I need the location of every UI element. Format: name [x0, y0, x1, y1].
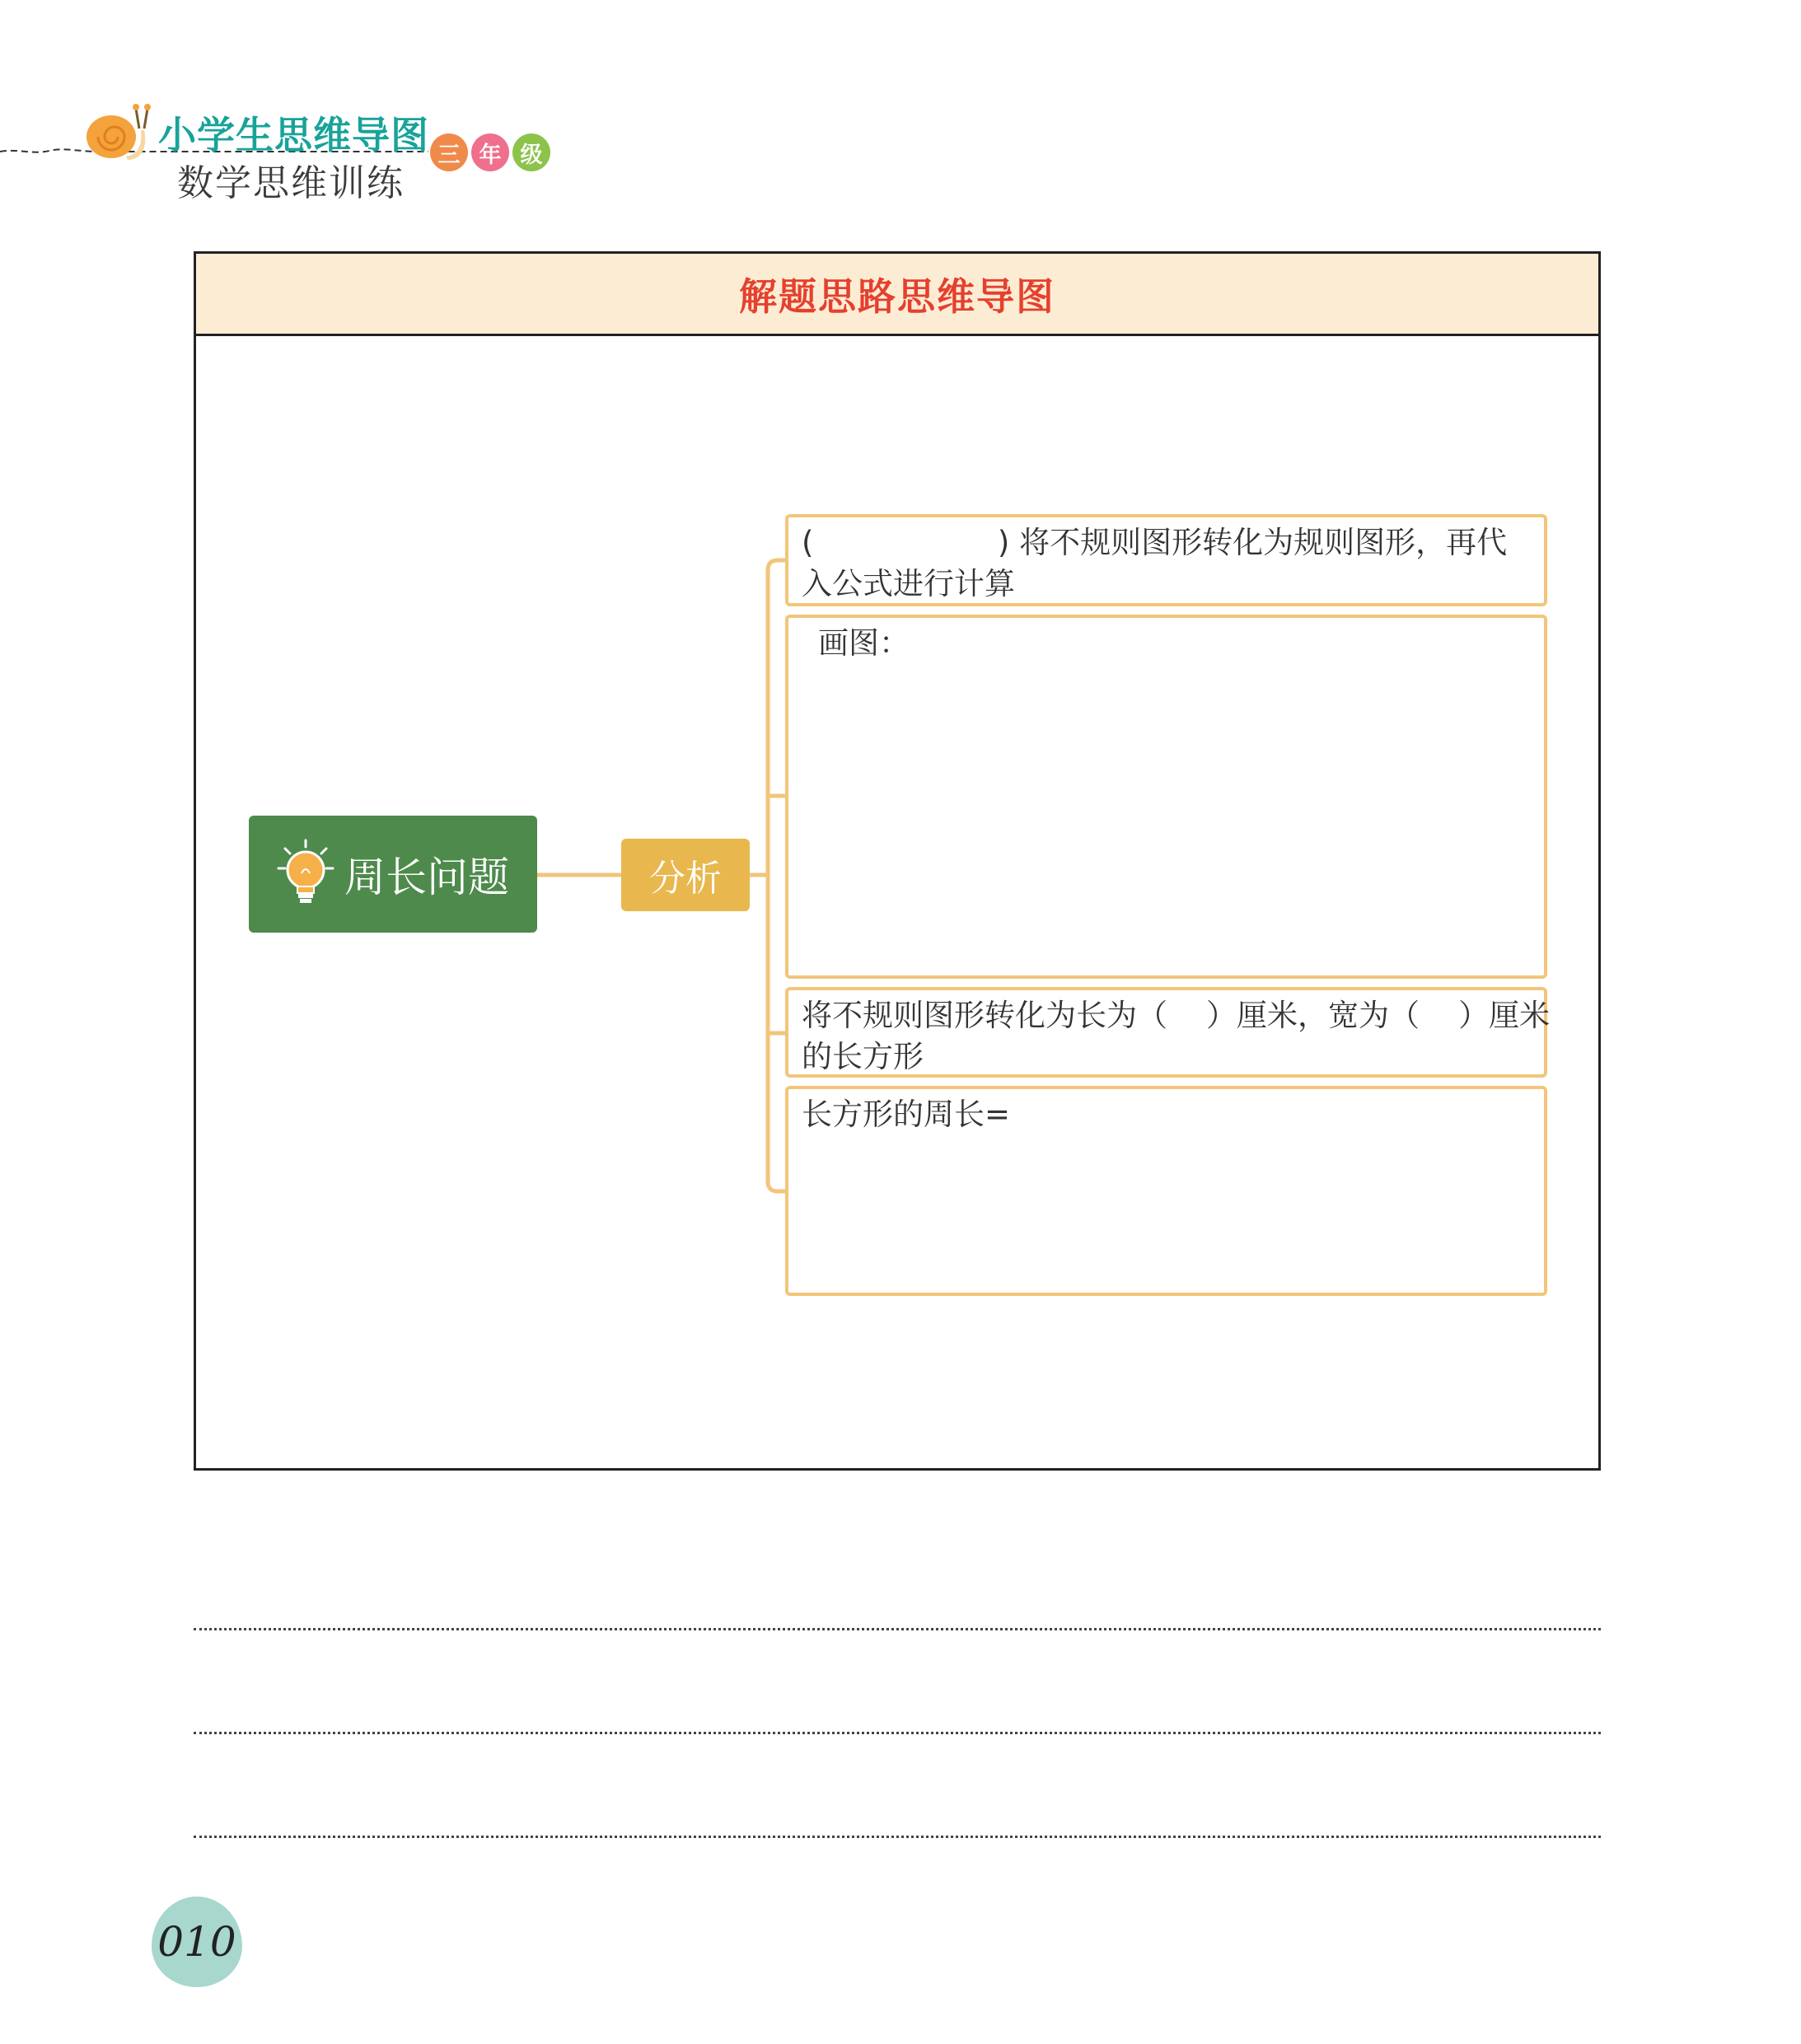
grade-badge-3: 级 [512, 133, 550, 171]
leaf-method-line2: 入公式进行计算 [802, 566, 1015, 601]
leaf-rectangle-line2: 的长方形 [802, 1039, 924, 1074]
analysis-node: 分析 [621, 839, 750, 911]
leaf-method [785, 514, 1547, 606]
leaf-rectangle-line1[interactable]: 将不规则图形转化为长为（ ）厘米，宽为（ ）厘米 [802, 998, 1551, 1033]
series-title: 小学生思维导图 [158, 113, 429, 157]
leaf-method-line1[interactable]: ( ) 将不规则图形转化为规则图形，再代 [802, 525, 1508, 560]
frame-header [196, 254, 1598, 336]
grade-badge-1: 三 [430, 133, 468, 171]
answer-line-1[interactable] [194, 1628, 1601, 1630]
leaf-drawing-area[interactable] [785, 615, 1547, 979]
root-label: 周长问题 [344, 854, 509, 901]
page-number: 010 [152, 1897, 242, 1987]
leaf-perimeter[interactable] [785, 1086, 1547, 1296]
answer-line-2[interactable] [194, 1732, 1601, 1734]
book-title: 数学思维训练 [177, 162, 405, 204]
lightbulb-icon [277, 837, 334, 911]
grade-badge-2: 年 [471, 133, 509, 171]
frame-title: 解题思路思维导图 [739, 274, 1055, 319]
leaf-rectangle-size [785, 987, 1551, 1078]
root-node [249, 816, 537, 933]
grade-badges [430, 133, 554, 171]
snail-icon [78, 97, 152, 163]
leaf-perimeter-label: 长方形的周长= [802, 1097, 1011, 1132]
answer-line-3[interactable] [194, 1836, 1601, 1838]
leaf-drawing-label: 画图： [818, 625, 910, 661]
